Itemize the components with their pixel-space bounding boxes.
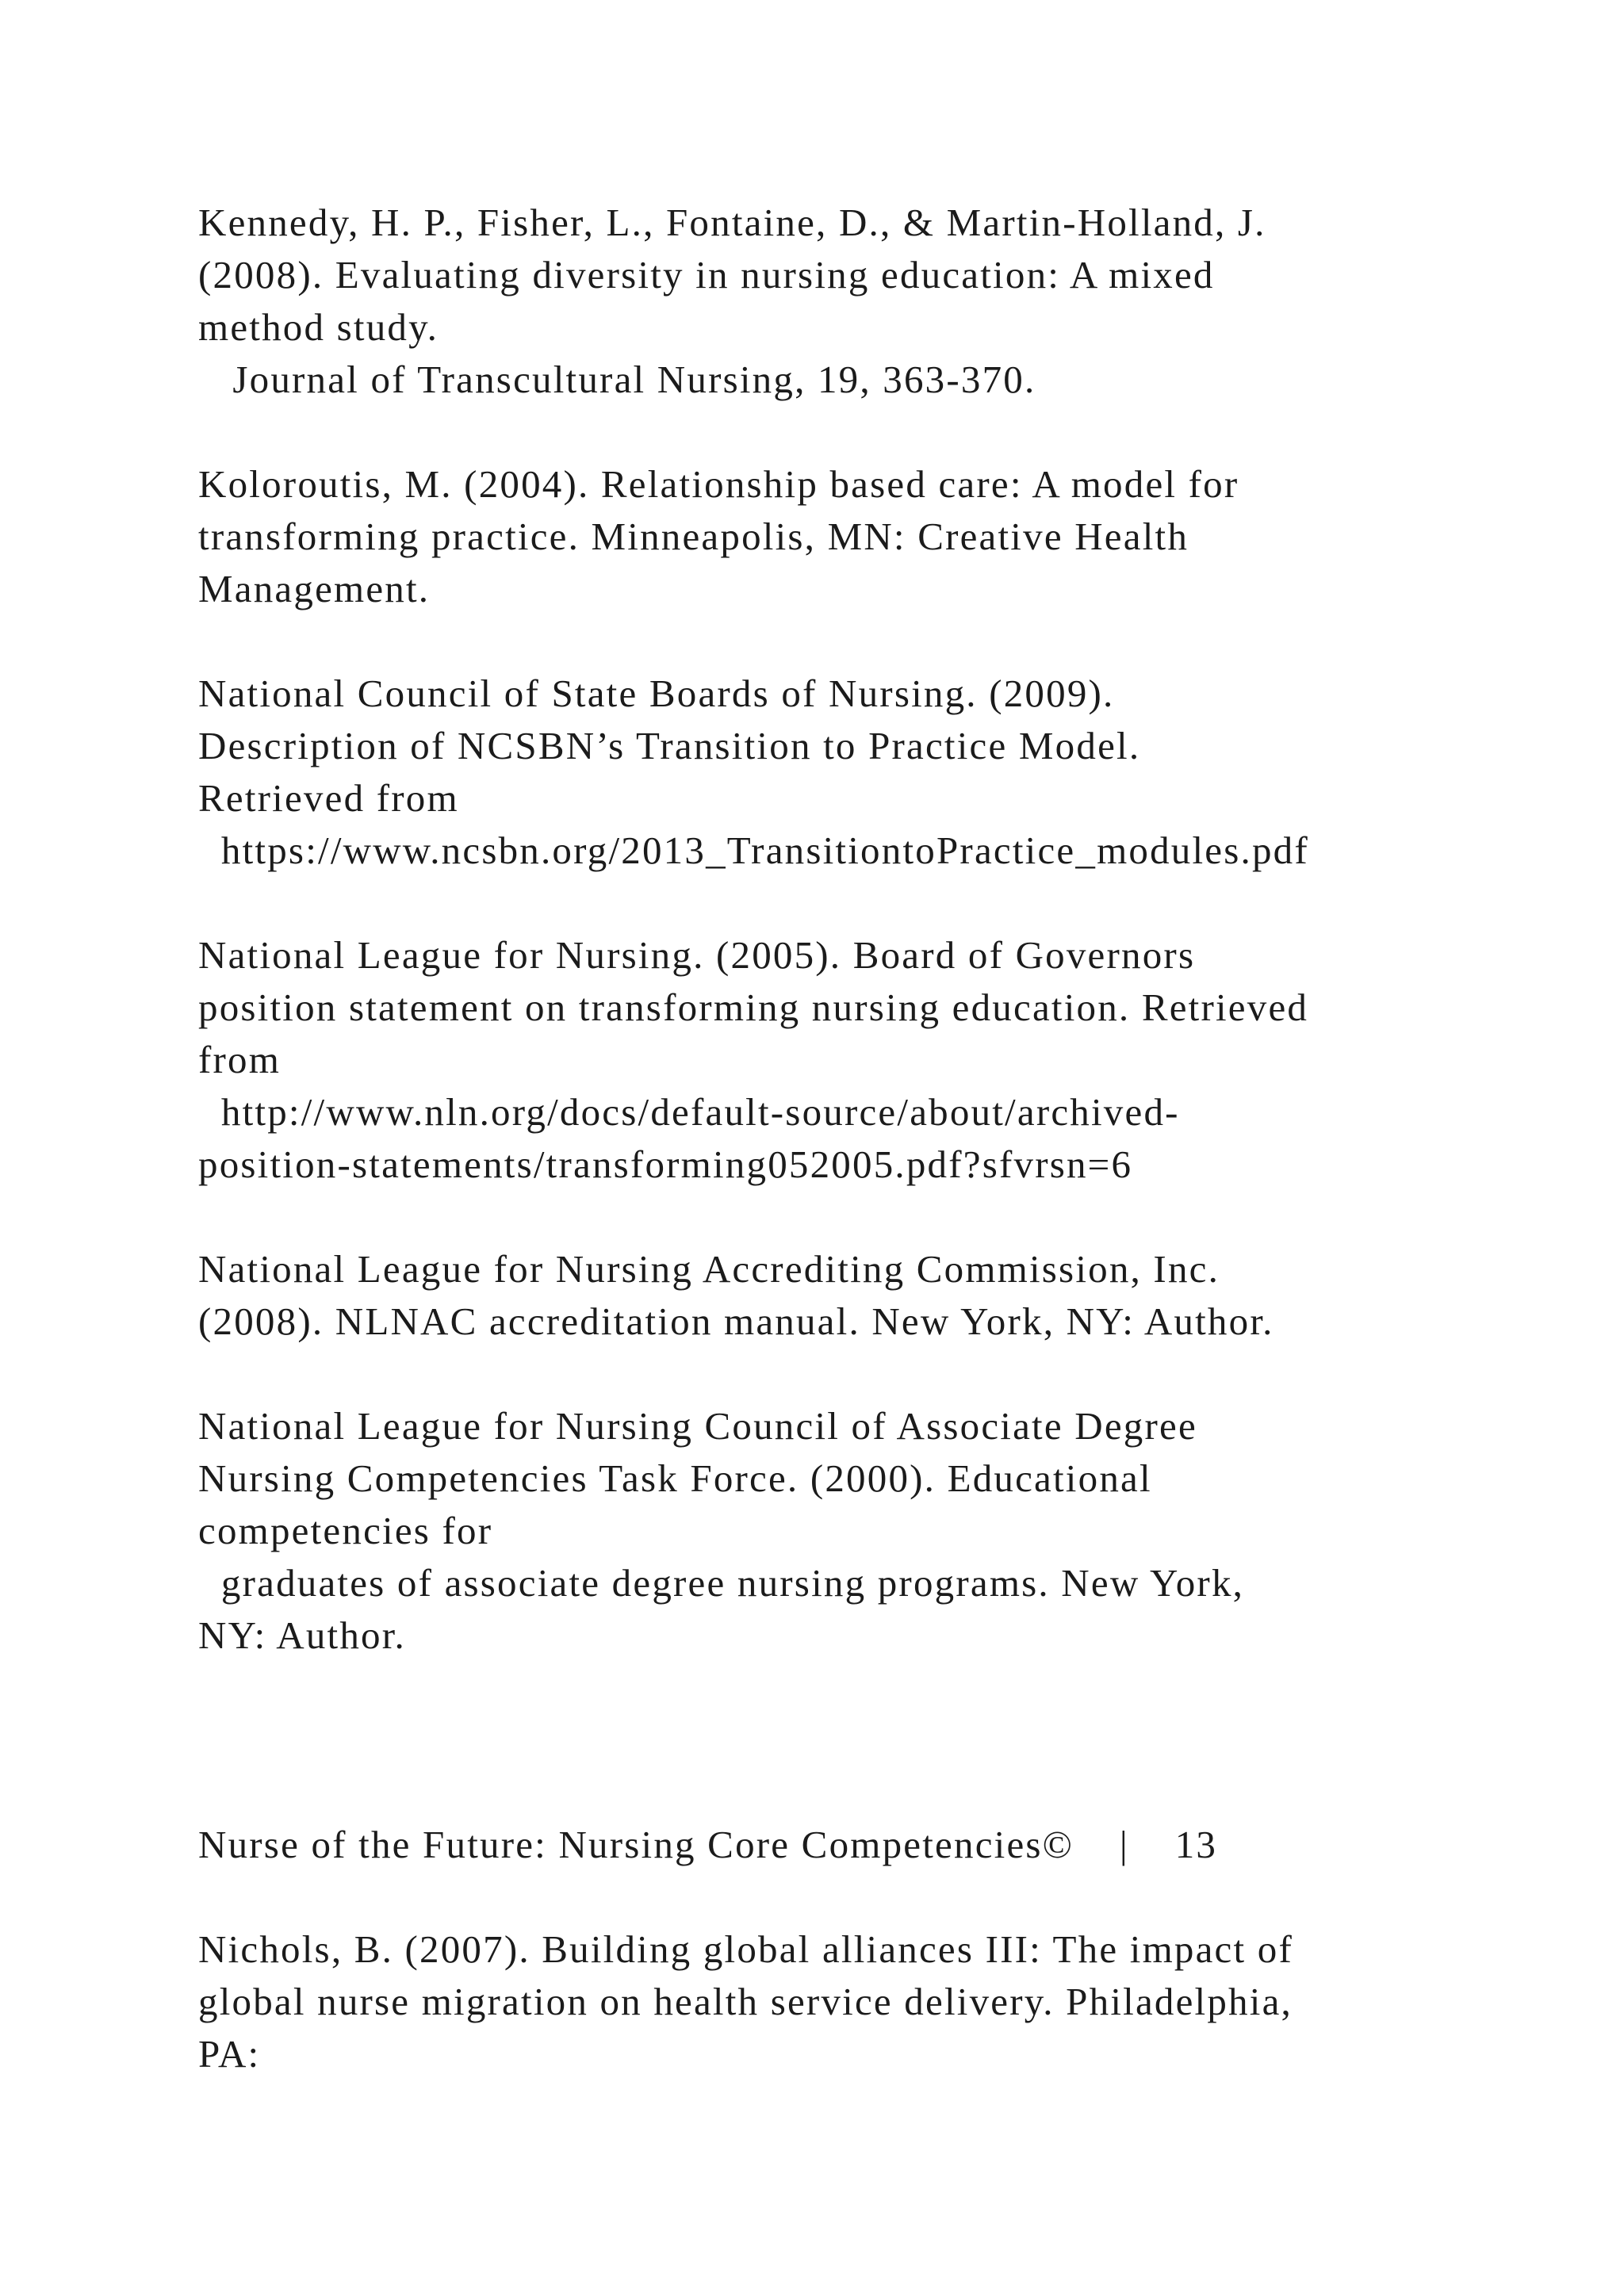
ref-ncsbn-line-3: Retrieved from [198,776,459,820]
ref-nln-2005-line-1: National League for Nursing. (2005). Board of Governors [198,933,1196,977]
ref-nln-2005-line-2: position statement on transforming nursing education. Retrieved [198,985,1309,1029]
ref-nichols-line-2: global nurse migration on health service delivery. Philadelphia, [198,1980,1293,2023]
ref-nln-2005-url-1: http://www.nln.org/docs/default-source/about/archived- [198,1090,1180,1134]
ref-nln-council-line-5: NY: Author. [198,1613,406,1657]
ref-koloroutis-line-3: Management. [198,567,431,610]
ref-nln-council-line-2: Nursing Competencies Task Force. (2000). Educational [198,1456,1152,1500]
ref-ncsbn-url: https://www.ncsbn.org/2013_TransitiontoPractice_modules.pdf [198,828,1309,872]
ref-nichols-line-1: Nichols, B. (2007). Building global alliances III: The impact of [198,1927,1293,1971]
ref-koloroutis-line-1: Koloroutis, M. (2004). Relationship based care: A model for [198,462,1239,506]
ref-ncsbn-line-1: National Council of State Boards of Nursing. (2009). [198,672,1115,715]
ref-nlnac-line-2: (2008). NLNAC accreditation manual. New York, NY: Author. [198,1299,1274,1343]
ref-koloroutis-line-2: transforming practice. Minneapolis, MN: Creative Health [198,515,1189,558]
ref-ncsbn-line-2: Description of NCSBN’s Transition to Practice Model. [198,724,1141,767]
ref-kennedy-line-3: method study. [198,305,439,349]
ref-nln-council-line-3: competencies for [198,1509,493,1552]
ref-nln-council-line-4: graduates of associate degree nursing programs. New York, [198,1561,1245,1605]
page-footer: Nurse of the Future: Nursing Core Competencies© | 13 [198,1823,1218,1866]
ref-nln-council-line-1: National League for Nursing Council of Associate Degree [198,1404,1197,1448]
ref-nln-2005-line-3: from [198,1038,282,1081]
ref-kennedy-line-2: (2008). Evaluating diversity in nursing education: A mixed [198,253,1215,297]
ref-nln-2005-url-2: position-statements/transforming052005.pdf?sfvrsn=6 [198,1142,1133,1186]
ref-kennedy-line-4: Journal of Transcultural Nursing, 19, 363-370. [198,358,1036,401]
ref-kennedy-line-1: Kennedy, H. P., Fisher, L., Fontaine, D., & Martin-Holland, J. [198,201,1266,244]
ref-nichols-line-3: PA: [198,2032,261,2076]
ref-nlnac-line-1: National League for Nursing Accrediting Commission, Inc. [198,1247,1220,1291]
